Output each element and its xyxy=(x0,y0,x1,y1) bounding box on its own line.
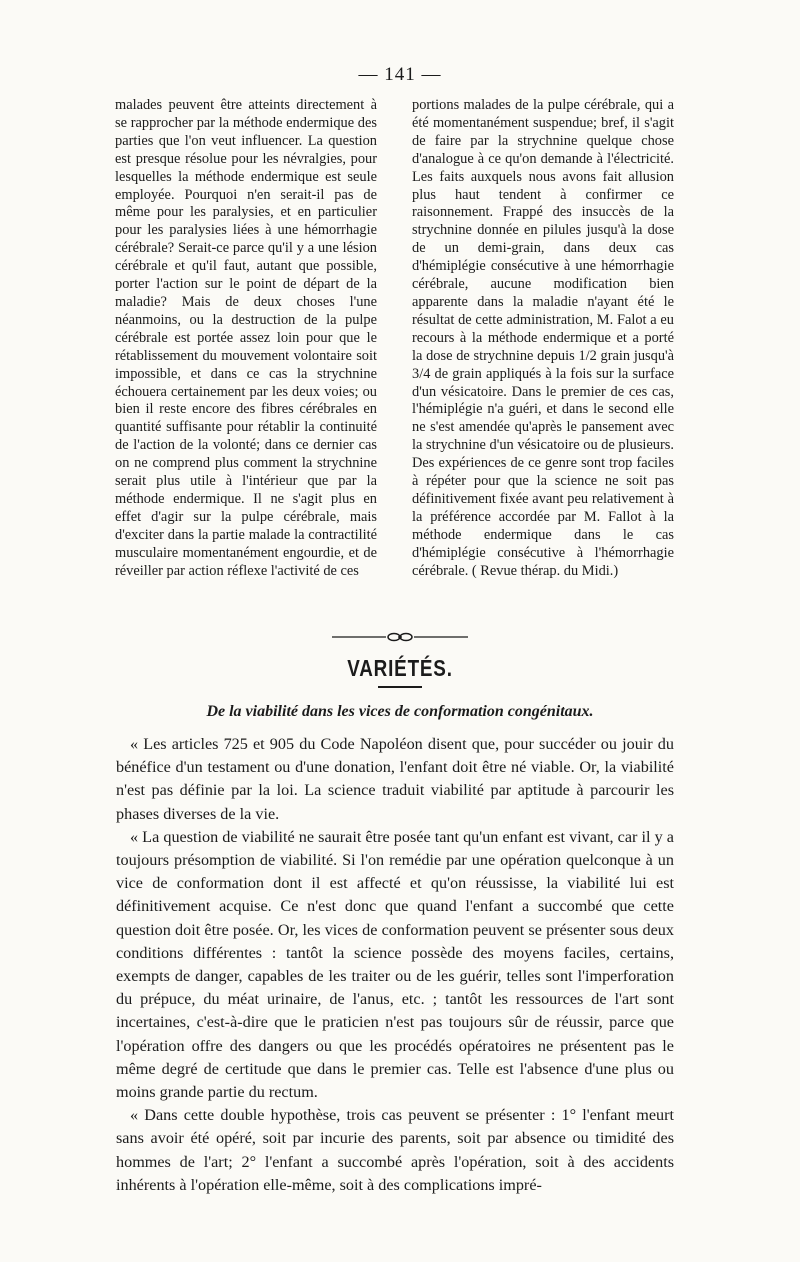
ornament-divider-icon xyxy=(330,630,470,644)
right-column-text: portions malades de la pulpe cérébrale, qui a été momentanément suspendue; bref, il s'agit de faire par la strychnine quelque chose d'analogue à ce qu'on demande à l'électricité. Les faits auxquels nous avons fait allusion plus haut tendent à confirmer ce raisonnement. Frappé des insuccès de la strychnine donnée en pilules jusqu'à la dose de un demi-grain, dans deux cas d'hémiplégie consécutive à une hémorrhagie cérébrale, aucune modification bien apparente dans la maladie n'ayant été le résultat de cette administration, M. Falot a eu recours à la méthode endermique et a porté la dose de strychnine depuis 1/2 grain jusqu'à 3/4 de grain appliqués à la fois sur la surface d'un vésicatoire. Dans le premier de ces cas, l'hémiplégie n'a guéri, et dans le second elle ne s'est amendée qu'après le pansement avec la strychnine d'un vésicatoire ou de plusieurs. Des expériences de ce genre sont trop faciles à répéter pour que la science ne soit pas définitivement fixée avant peu relativement à la préférence accordée par M. Fallot à la méthode endermique dans le cas d'hémiplégie consécutive à l'hémorrhagie cérébrale. ( Revue thérap. du Midi.) xyxy=(412,97,674,579)
paragraph: « La question de viabilité ne saurait être posée tant qu'un enfant est vivant, car il y a toujours présomption de viabilité. Si l'on remédie par une opération quelconque à un vice de conformation dont il est affecté et qu'on réussisse, la viabilité lui est définitivement acquise. Ce n'est donc que quand l'enfant a succombé que cette question doit être posée. Or, les vices de conformation peuvent se présenter sous deux conditions différentes : tantôt la science possède des moyens faciles, certains, exempts de danger, capables de les traiter ou de les guérir, telles sont l'imperforation du prépuce, du méat urinaire, de l'anus, etc. ; tantôt les ressources de l'art sont incertaines, c'est-à-dire que le praticien n'est pas toujours sûr de réussir, parce que l'opération offre des dangers ou que les procédés opératoires ne présentent pas le même degré de certitude que dans le premier cas. Telle est l'absence d'une plus ou moins grande partie du rectum. xyxy=(116,827,674,1102)
article-subtitle: De la viabilité dans les vices de conformation congénitaux. xyxy=(206,703,594,720)
paragraph: « Les articles 725 et 905 du Code Napoléon disent que, pour succéder ou jouir du bénéfice d'un testament ou d'une donation, l'enfant doit être né viable. Or, la viabilité n'est pas définie par la loi. La science traduit viabilité par aptitude à parcourir les phases diverses de la vie. xyxy=(116,735,674,823)
title-underline xyxy=(378,686,422,688)
section-title: VARIÉTÉS. xyxy=(347,655,453,681)
left-column xyxy=(115,97,377,580)
article-body xyxy=(116,733,674,1197)
left-column-text: malades peuvent être atteints directement à se rapprocher par la méthode endermique des parties que l'on veut influencer. La question est presque résolue pour les névralgies, pour lesquelles la méthode endermique est seule employée. Pourquoi n'en serait-il pas de même pour les paralysies, et en particulier pour les paralysies liées à une hémorrhagie cérébrale? Serait-ce parce qu'il y a une lésion cérébrale et qu'il faut, autant que possible, porter l'action sur le point de départ de la maladie? Mais de deux choses l'une néanmoins, ou la destruction de la pulpe cérébrale est portée assez loin pour que le rétablissement du mouvement volontaire soit impossible, et dans ce cas la strychnine échouera certainement par les deux voies; ou bien il reste encore des fibres cérébrales en quantité suffisante pour rétablir la continuité de l'action de la volonté; dans ce dernier cas on ne comprend plus comment la strychnine serait plus utile à l'intérieur que par la méthode endermique. Il ne s'agit plus en effet d'agir sur la pulpe cérébrale, mais d'exciter dans la partie malade la contractilité musculaire momentanément engourdie, et de réveiller par action réflexe l'activité de ces xyxy=(115,97,377,579)
paragraph: « Dans cette double hypothèse, trois cas peuvent se présenter : 1° l'enfant meurt sans avoir été opéré, soit par incurie des parents, soit par absence ou timidité des hommes de l'art; 2° l'enfant a succombé après l'opération, soit à des accidents inhérents à l'opération elle-même, soit à des complications impré- xyxy=(116,1106,674,1194)
right-column xyxy=(412,97,674,580)
page-number: — 141 — xyxy=(358,64,442,85)
